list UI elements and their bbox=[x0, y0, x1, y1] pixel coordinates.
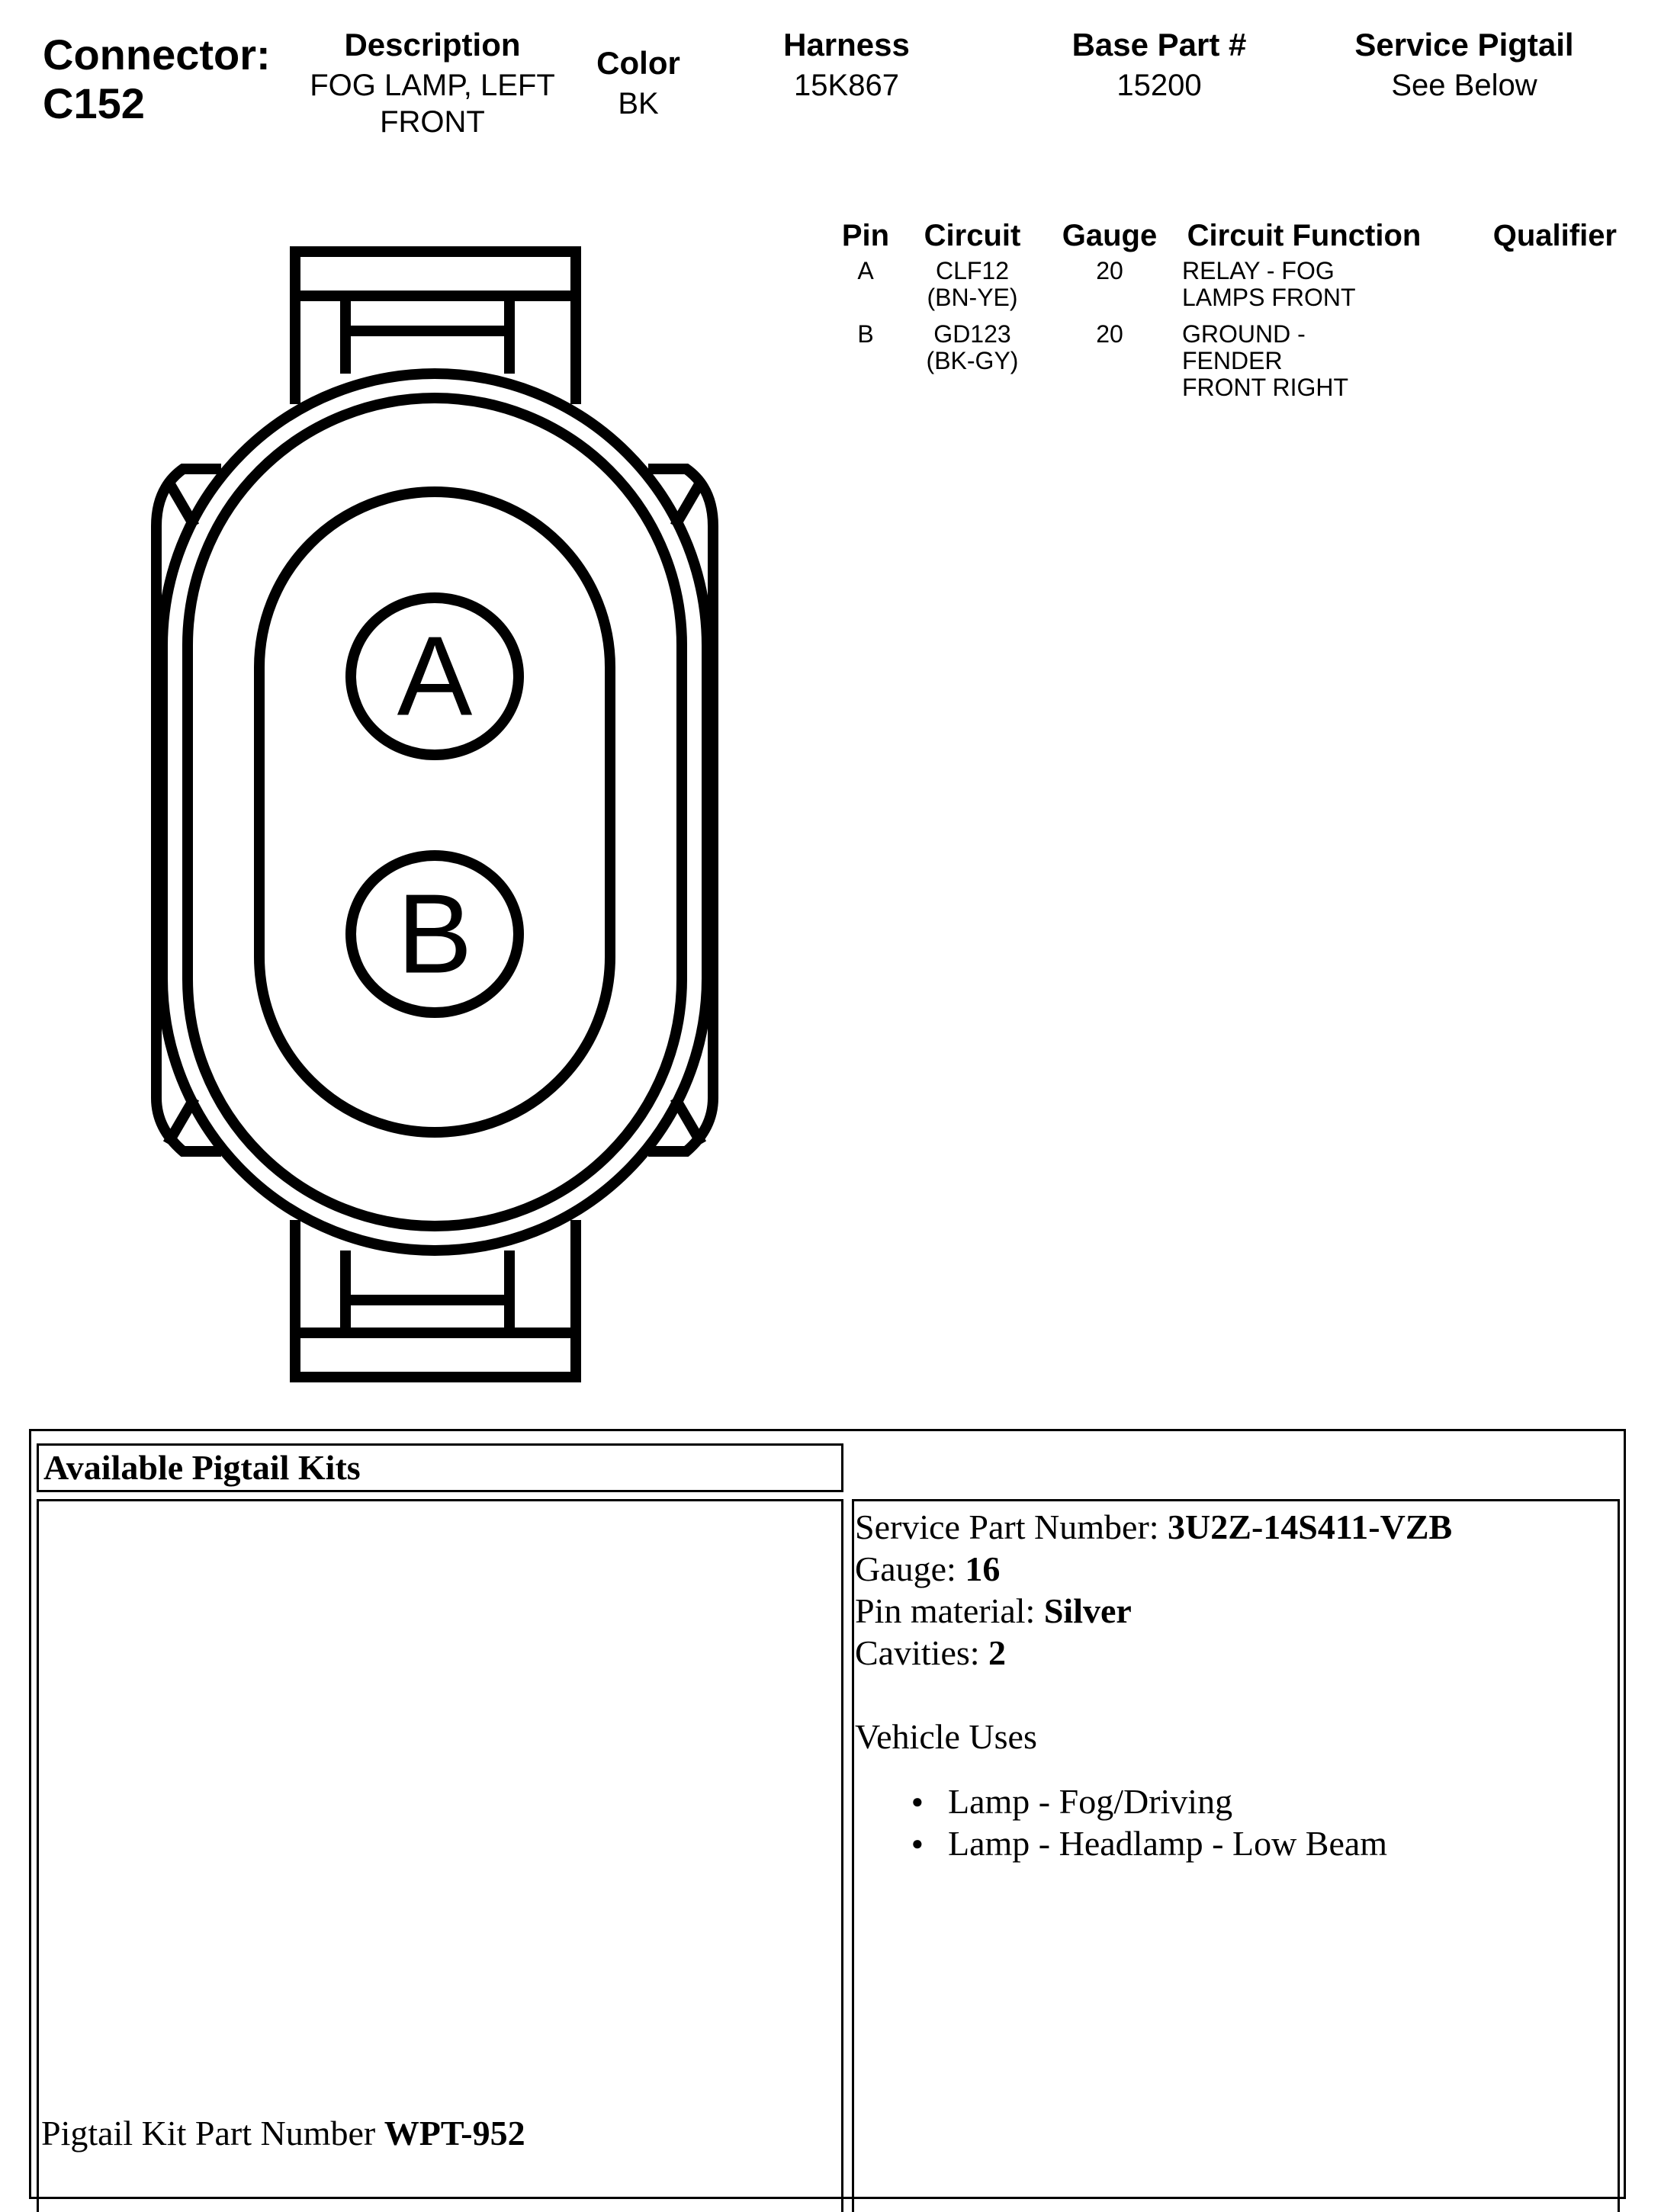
table-row bbox=[831, 321, 1617, 411]
pin-table bbox=[831, 213, 1617, 411]
circuit-cell: CLF12 (BN-YE) bbox=[927, 257, 1018, 311]
pin-material-line bbox=[855, 1590, 1452, 1632]
col-gauge: Gauge bbox=[1062, 218, 1158, 252]
color-column bbox=[573, 41, 703, 122]
service-pigtail-value: See Below bbox=[1391, 69, 1537, 102]
top-latch-bar bbox=[295, 252, 576, 296]
base-part-label: Base Part # bbox=[1071, 27, 1247, 63]
connector-label: Connector: bbox=[43, 30, 271, 79]
table-row bbox=[831, 258, 1617, 321]
connector-id: C152 bbox=[43, 79, 145, 127]
pigtail-kit-part-number bbox=[41, 2112, 525, 2154]
pigtail-kits-heading: Available Pigtail Kits bbox=[37, 1443, 843, 1492]
service-pigtail-label: Service Pigtail bbox=[1354, 27, 1574, 63]
service-part-value: 3U2Z-14S411-VZB bbox=[1168, 1507, 1453, 1546]
col-circuit: Circuit bbox=[924, 218, 1021, 252]
gauge-cell: 20 bbox=[1096, 257, 1123, 284]
harness-label: Harness bbox=[783, 27, 910, 63]
kit-part-value: WPT-952 bbox=[384, 2114, 525, 2153]
pin-a-label: A bbox=[397, 613, 473, 740]
pin-b-label: B bbox=[397, 871, 473, 997]
connector-face-diagram bbox=[145, 236, 724, 1395]
service-part-line bbox=[855, 1506, 1452, 1548]
service-part-label: Service Part Number: bbox=[855, 1507, 1159, 1546]
vehicle-uses-heading: Vehicle Uses bbox=[855, 1717, 1037, 1756]
pin-material-label: Pin material: bbox=[855, 1591, 1036, 1630]
pin-cell: A bbox=[857, 257, 874, 284]
vehicle-uses-list bbox=[855, 1780, 1452, 1864]
list-item: ● Lamp - Headlamp - Low Beam bbox=[948, 1822, 1452, 1864]
color-value: BK bbox=[618, 87, 659, 120]
base-part-column bbox=[1022, 23, 1296, 104]
bottom-latch-bar bbox=[295, 1333, 576, 1377]
circuit-cell: GD123 (BK-GY) bbox=[926, 320, 1019, 374]
pigtail-kit-image-cell bbox=[37, 1499, 843, 2212]
function-cell: RELAY - FOG LAMPS FRONT bbox=[1182, 257, 1356, 311]
color-label: Color bbox=[596, 45, 680, 81]
col-qualifier: Qualifier bbox=[1492, 218, 1617, 252]
service-part-details bbox=[855, 1506, 1452, 1864]
function-cell: GROUND - FENDER FRONT RIGHT bbox=[1182, 320, 1349, 401]
gauge-label: Gauge: bbox=[855, 1549, 956, 1588]
harness-column bbox=[732, 23, 961, 104]
gauge-value: 16 bbox=[965, 1549, 1001, 1588]
base-part-value: 15200 bbox=[1116, 69, 1202, 102]
qualifier-cell bbox=[1434, 258, 1617, 321]
connector-title bbox=[43, 30, 271, 128]
harness-value: 15K867 bbox=[794, 69, 899, 102]
gauge-cell: 20 bbox=[1096, 320, 1123, 348]
pin-table-header bbox=[831, 213, 1617, 258]
pin-cell: B bbox=[857, 320, 874, 348]
pin-cavity-oval bbox=[259, 492, 610, 1132]
col-pin: Pin bbox=[841, 218, 890, 252]
description-label: Description bbox=[344, 27, 521, 63]
service-pigtail-column bbox=[1312, 23, 1617, 104]
list-item: ● Lamp - Fog/Driving bbox=[948, 1780, 1452, 1822]
description-value: FOG LAMP, LEFT FRONT bbox=[310, 69, 555, 139]
qualifier-cell bbox=[1434, 321, 1617, 411]
col-circuit-function: Circuit Function bbox=[1187, 218, 1422, 252]
cavities-label: Cavities: bbox=[855, 1633, 980, 1672]
kit-part-label: Pigtail Kit Part Number bbox=[41, 2114, 376, 2153]
gauge-line bbox=[855, 1548, 1452, 1590]
cavities-line bbox=[855, 1632, 1452, 1674]
housing-outer-oval bbox=[162, 374, 707, 1250]
description-column bbox=[284, 23, 581, 140]
pin-material-value: Silver bbox=[1043, 1591, 1132, 1630]
cavities-value: 2 bbox=[988, 1633, 1007, 1672]
